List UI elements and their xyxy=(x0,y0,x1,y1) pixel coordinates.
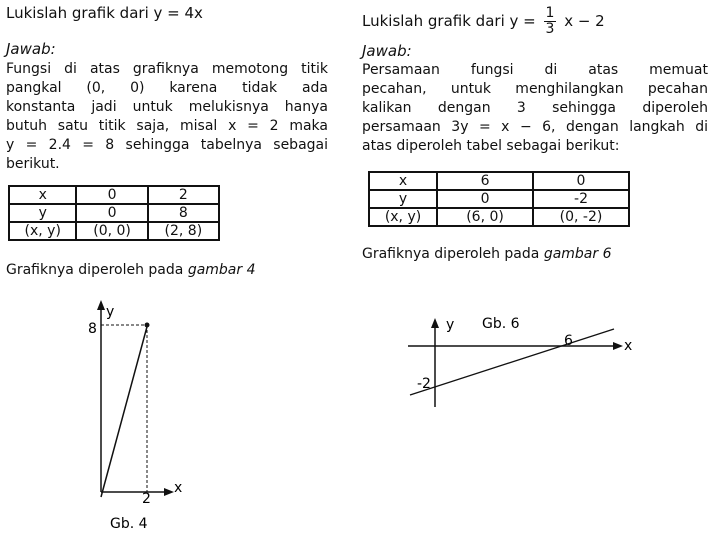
table-cell: y xyxy=(369,190,437,208)
left-paragraph-line: butuh satu titik saja, misal x = 2 maka xyxy=(6,118,328,134)
y-axis-label: y xyxy=(446,317,455,333)
caption-text: Grafiknya diperoleh pada xyxy=(6,262,184,278)
left-paragraph-line: berikut. xyxy=(6,156,60,172)
x-axis-arrow-icon xyxy=(164,488,174,496)
right-paragraph-line: Persamaan fungsi di atas memuat xyxy=(362,62,708,78)
caption-text: Grafiknya diperoleh pada xyxy=(362,246,540,262)
caption-figure-ref: gambar 4 xyxy=(187,262,256,278)
y-tick-label: -2 xyxy=(417,376,431,392)
left-title: Lukislah grafik dari y = 4x xyxy=(6,4,203,22)
right-paragraph-line: pecahan, untuk menghilangkan pecahan xyxy=(362,81,708,97)
left-paragraph-line: konstanta jadi untuk melukisnya hanya xyxy=(6,99,328,115)
title-text: Lukislah grafik dari y = xyxy=(362,12,536,30)
right-paragraph xyxy=(362,61,708,156)
y-axis-label: y xyxy=(106,304,115,320)
figure-label: Gb. 4 xyxy=(110,516,148,532)
left-jawab-label: Jawab: xyxy=(6,40,56,58)
table-cell: x xyxy=(369,172,437,190)
right-jawab-label: Jawab: xyxy=(362,42,412,60)
fraction-numerator: 1 xyxy=(545,5,555,21)
table-cell: -2 xyxy=(533,190,629,208)
fraction-one-third xyxy=(544,6,557,37)
x-tick-label: 2 xyxy=(142,491,151,507)
left-paragraph-line: pangkal (0, 0) karena tidak ada xyxy=(6,80,328,96)
left-paragraph-line: y = 2.4 = 8 sehingga tabelnya sebagai xyxy=(6,137,328,153)
table-cell: 2 xyxy=(148,186,219,204)
table-cell: y xyxy=(9,204,76,222)
y-axis-arrow-icon xyxy=(97,300,105,310)
right-paragraph-line: atas diperoleh tabel sebagai berikut: xyxy=(362,138,620,154)
right-title xyxy=(362,6,605,37)
y-tick-label: 8 xyxy=(88,321,97,337)
right-graph xyxy=(408,316,632,407)
table-cell: 0 xyxy=(533,172,629,190)
left-paragraph-line: Fungsi di atas grafiknya memotong titik xyxy=(6,61,328,77)
right-paragraph-line: kalikan dengan 3 sehingga diperoleh xyxy=(362,100,708,116)
table-row xyxy=(369,208,629,226)
table-cell: 0 xyxy=(76,204,147,222)
graph-line-y-4x xyxy=(101,323,148,497)
left-graph xyxy=(88,300,182,532)
x-axis-label: x xyxy=(624,338,633,354)
table-cell: (x, y) xyxy=(9,222,76,240)
fraction-denominator: 3 xyxy=(545,21,555,37)
right-value-table xyxy=(368,171,630,227)
caption-figure-ref: gambar 6 xyxy=(543,246,612,262)
x-axis-label: x xyxy=(174,480,183,496)
right-paragraph-line: persamaan 3y = x − 6, dengan langkah di xyxy=(362,119,708,135)
table-row xyxy=(369,172,629,190)
y-axis-arrow-icon xyxy=(431,318,439,328)
table-cell: (2, 8) xyxy=(148,222,219,240)
right-caption xyxy=(362,246,612,262)
table-cell: (0, -2) xyxy=(533,208,629,226)
table-cell: 0 xyxy=(76,186,147,204)
table-cell: (6, 0) xyxy=(437,208,533,226)
title-text: x − 2 xyxy=(564,12,605,30)
table-cell: (x, y) xyxy=(369,208,437,226)
x-tick-label: 6 xyxy=(564,333,573,349)
point-2-8 xyxy=(145,323,150,328)
graph-line-y-x-over-3-minus-2 xyxy=(410,329,614,395)
figure-label: Gb. 6 xyxy=(482,316,520,332)
table-cell: 0 xyxy=(437,190,533,208)
table-cell: 8 xyxy=(148,204,219,222)
x-axis-arrow-icon xyxy=(613,342,623,350)
table-cell: (0, 0) xyxy=(76,222,147,240)
table-cell: 6 xyxy=(437,172,533,190)
table-row xyxy=(369,190,629,208)
table-cell: x xyxy=(9,186,76,204)
